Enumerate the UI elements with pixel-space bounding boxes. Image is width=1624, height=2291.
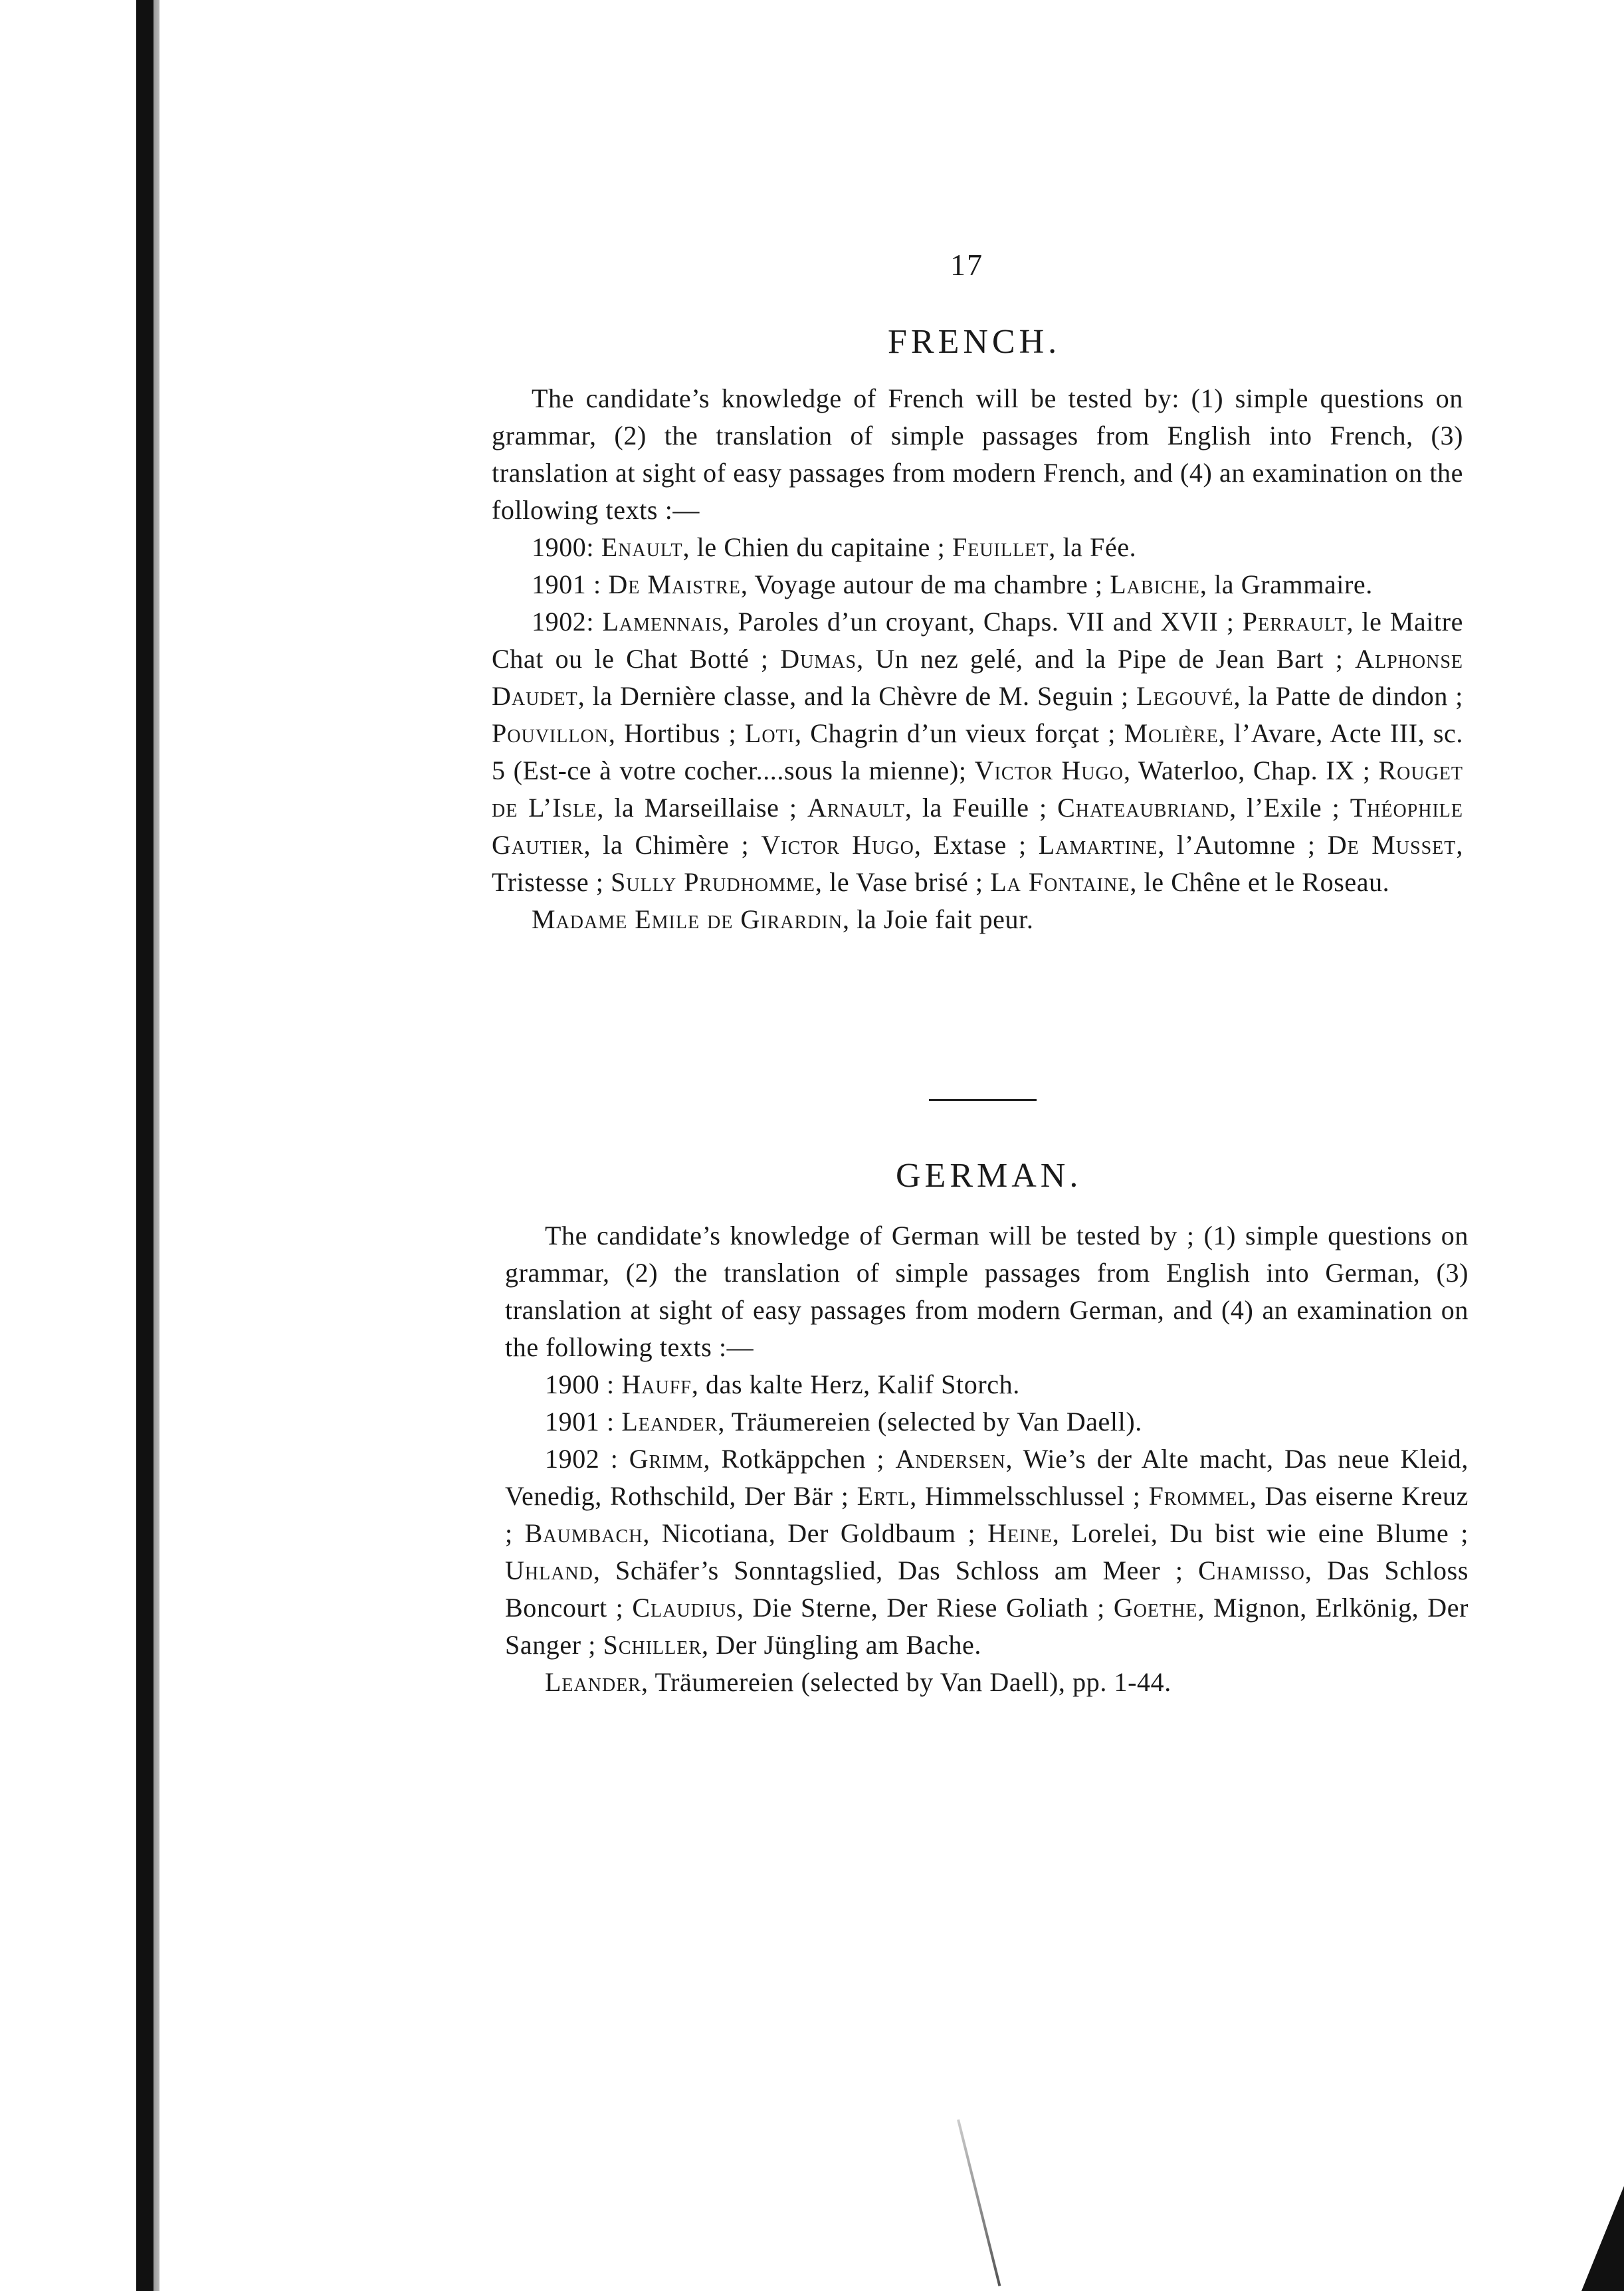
german-section bbox=[505, 1217, 1469, 1701]
work: , la Patte de dindon ; bbox=[1233, 681, 1463, 711]
author: Loti bbox=[744, 718, 795, 748]
german-heading: GERMAN. bbox=[896, 1157, 1082, 1195]
author: Schiller bbox=[603, 1630, 702, 1660]
author: Goethe bbox=[1113, 1593, 1198, 1623]
work: , Voyage autour de ma chambre ; bbox=[740, 569, 1110, 599]
section-divider bbox=[929, 1099, 1037, 1101]
author: Heine bbox=[987, 1518, 1053, 1548]
page-number: 17 bbox=[950, 248, 983, 282]
work: , la Dernière classe, and la Chèvre de M. Seguin ; bbox=[577, 681, 1136, 711]
work: , Nicotiana, Der Goldbaum ; bbox=[643, 1518, 988, 1548]
author: Sully Prudhomme bbox=[611, 867, 815, 897]
author: Leander bbox=[545, 1667, 641, 1697]
work: , l’Exile ; bbox=[1229, 793, 1350, 823]
year-label: 1901 bbox=[532, 569, 587, 599]
author: Arnault bbox=[807, 793, 905, 823]
work: , Chagrin d’un vieux forçat ; bbox=[794, 718, 1124, 748]
french-extra bbox=[492, 901, 1463, 938]
work: , la Joie fait peur. bbox=[842, 904, 1034, 934]
year-label: 1900 bbox=[532, 532, 587, 562]
work: , Wie’s der Alte macht, Das neue Kleid, Venedig, Rothschild, Der Bär ; bbox=[505, 1444, 1469, 1511]
french-section bbox=[492, 380, 1463, 938]
work: , l’Avare, Acte III, sc. 5 (Est-ce à votre cocher....sous la mienne); bbox=[492, 718, 1463, 785]
year-label: 1902 bbox=[532, 607, 587, 637]
work: , Das Schloss Boncourt ; bbox=[505, 1555, 1469, 1623]
french-heading: FRENCH. bbox=[888, 323, 1061, 361]
author: Feuillet bbox=[952, 532, 1049, 562]
author: Rouget de L’Isle bbox=[492, 755, 1463, 823]
author: Enault bbox=[601, 532, 683, 562]
work: , Das eiserne Kreuz ; bbox=[505, 1481, 1469, 1548]
author: Uhland bbox=[505, 1555, 593, 1585]
scan-left-margin bbox=[0, 0, 140, 2291]
author: Frommel bbox=[1148, 1481, 1250, 1511]
author: Madame Emile de Girardin bbox=[532, 904, 843, 934]
author: Chateaubriand bbox=[1057, 793, 1230, 823]
author: Perrault bbox=[1242, 607, 1347, 637]
work: , le Chêne et le Roseau. bbox=[1130, 867, 1390, 897]
author: Dumas bbox=[780, 644, 857, 674]
work: , le Chien du capitaine ; bbox=[682, 532, 952, 562]
author: Hauff bbox=[621, 1369, 692, 1399]
german-1900: 1900 : Hauff, das kalte Herz, Kalif Storch. bbox=[545, 1369, 1020, 1399]
work: , Rotkäppchen ; bbox=[703, 1444, 896, 1474]
author: Baumbach bbox=[524, 1518, 643, 1548]
author: Ertl bbox=[857, 1481, 910, 1511]
work: , Hortibus ; bbox=[608, 718, 745, 748]
work: , Schäfer’s Sonntagslied, Das Schloss am Meer ; bbox=[593, 1555, 1199, 1585]
year-label: 1902 bbox=[545, 1444, 600, 1474]
work: , Un nez gelé, and la Pipe de Jean Bart ; bbox=[857, 644, 1356, 674]
author: La Fontaine bbox=[990, 867, 1130, 897]
work: , Tristesse ; bbox=[492, 830, 1463, 897]
work: , Paroles d’un croyant, Chaps. VII and XVII ; bbox=[722, 607, 1243, 637]
author: Molière bbox=[1124, 718, 1219, 748]
work: , la Grammaire. bbox=[1199, 569, 1373, 599]
work: , Mignon, Erlkönig, Der Sanger ; bbox=[505, 1593, 1469, 1660]
work: , Himmelsschlussel ; bbox=[910, 1481, 1149, 1511]
french-1900: 1900: Enault, le Chien du capitaine ; Feuillet, la Fée. bbox=[532, 532, 1137, 562]
author: Alphonse Daudet bbox=[492, 644, 1463, 711]
work: , la Feuille ; bbox=[904, 793, 1058, 823]
author: Leander bbox=[621, 1407, 718, 1437]
work: , le Maitre Chat ou le Chat Botté ; bbox=[492, 607, 1463, 674]
german-extra bbox=[505, 1664, 1469, 1701]
work: , Extase ; bbox=[914, 830, 1039, 860]
author: Labiche bbox=[1110, 569, 1200, 599]
work: , Waterloo, Chap. IX ; bbox=[1123, 755, 1379, 785]
author: Théophile Gautier bbox=[492, 793, 1463, 860]
french-intro: The candidate’s knowledge of French will be tested by: (1) simple questions on grammar, (2) the translation of simple passages from English into French, (3) translation at sight of easy passages from modern French, and (4) an examination on the following texts :— bbox=[492, 383, 1463, 525]
work: , la Fée. bbox=[1049, 532, 1137, 562]
page bbox=[159, 0, 1624, 2291]
work: , la Marseillaise ; bbox=[597, 793, 807, 823]
author: De Musset bbox=[1327, 830, 1457, 860]
author: Lamartine bbox=[1038, 830, 1158, 860]
author: Chamisso bbox=[1198, 1555, 1305, 1585]
german-1902: 1902 : Grimm, Rotkäppchen ; Andersen, Wie’s der Alte macht, Das neue Kleid, Venedig, Rothschild, Der Bär ; Ertl, Himmelsschlussel ; Frommel, Das eiserne Kreuz ; Baumbach, Nicotiana, Der Goldbaum ; Heine, Lorelei, Du bist wie eine Blume ; Uhland, Schäfer’s Sonntagslied, Das Schloss am Meer ; Chamisso, Das Schloss Boncourt ; Claudius, Die Sterne, Der Riese Goliath ; Goethe, Mignon, Erlkönig, Der Sanger ; Schiller, Der Jüngling am Bache. bbox=[505, 1444, 1469, 1660]
work: , le Vase brisé ; bbox=[815, 867, 991, 897]
author: Pouvillon bbox=[492, 718, 609, 748]
author: Victor Hugo bbox=[974, 755, 1124, 785]
author: Legouvé bbox=[1136, 681, 1234, 711]
author: Grimm bbox=[629, 1444, 704, 1474]
author: De Maistre bbox=[608, 569, 741, 599]
work: , Träumereien (selected by Van Daell). bbox=[718, 1407, 1142, 1437]
work: , Lorelei, Du bist wie eine Blume ; bbox=[1052, 1518, 1469, 1548]
author: Victor Hugo bbox=[761, 830, 914, 860]
work: , Träumereien (selected by Van Daell), pp. 1-44. bbox=[641, 1667, 1171, 1697]
german-intro: The candidate’s knowledge of German will be tested by ; (1) simple questions on grammar, (2) the translation of simple passages from English into German, (3) translation at sight of easy passages from modern German, and (4) an examination on the following texts :— bbox=[505, 1221, 1469, 1362]
work: , l’Automne ; bbox=[1158, 830, 1328, 860]
binding-edge bbox=[136, 0, 153, 2291]
french-1902: 1902: Lamennais, Paroles d’un croyant, Chaps. VII and XVII ; Perrault, le Maitre Chat ou le Chat Botté ; Dumas, Un nez gelé, and la Pipe de Jean Bart ; Alphonse Daudet, la Dernière classe, and la Chèvre de M. Seguin ; Legouvé, la Patte de dindon ; Pouvillon, Hortibus ; Loti, Chagrin d’un vieux forçat ; Molière, l’Avare, Acte III, sc. 5 (Est-ce à votre cocher....sous la mienne); Victor Hugo, Waterloo, Chap. IX ; Rouget de L’Isle, la Marseillaise ; Arnault, la Feuille ; Chateaubriand, l’Exile ; Théophile Gautier, la Chimère ; Victor Hugo, Extase ; Lamartine, l’Automne ; De Musset, Tristesse ; Sully Prudhomme, le Vase brisé ; La Fontaine, le Chêne et le Roseau. bbox=[492, 607, 1463, 897]
french-1901: 1901 : De Maistre, Voyage autour de ma chambre ; Labiche, la Grammaire. bbox=[532, 569, 1373, 599]
german-1901: 1901 : Leander, Träumereien (selected by Van Daell). bbox=[545, 1407, 1142, 1437]
work: , Die Sterne, Der Riese Goliath ; bbox=[736, 1593, 1114, 1623]
author: Lamennais bbox=[602, 607, 723, 637]
work: , das kalte Herz, Kalif Storch. bbox=[691, 1369, 1020, 1399]
year-label: 1900 bbox=[545, 1369, 600, 1399]
work: , Der Jüngling am Bache. bbox=[702, 1630, 982, 1660]
author: Andersen bbox=[895, 1444, 1006, 1474]
year-label: 1901 bbox=[545, 1407, 600, 1437]
author: Claudius bbox=[632, 1593, 737, 1623]
work: , la Chimère ; bbox=[583, 830, 761, 860]
